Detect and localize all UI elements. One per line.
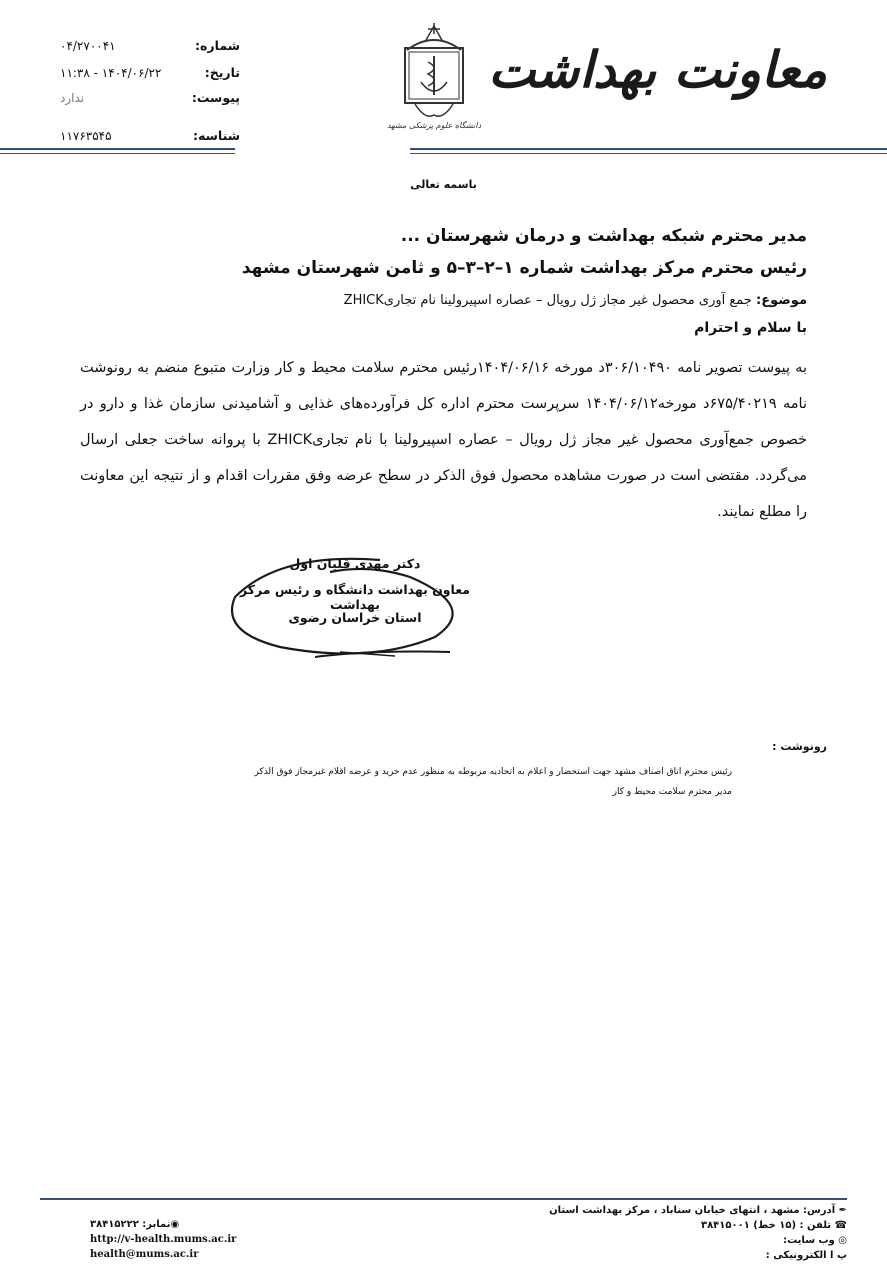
header-rule-thick <box>0 148 887 150</box>
fax-icon: ◉ <box>170 1219 180 1230</box>
date-label: تاریخ: <box>204 65 240 80</box>
subject-label: موضوع: <box>756 293 807 308</box>
signatory-title: معاون بهداشت دانشگاه و رئیس مرکز بهداشت <box>239 582 471 612</box>
recipient-2: رئیس محترم مرکز بهداشت شماره ۱–۲–۳–۵ و ثامن شهرستان مشهد <box>241 258 807 278</box>
copy-item: رئیس محترم اتاق اصناف مشهد جهت استحضار و اعلام به اتحادیه مربوطه به منظور عدم خرید و عرضه اقلام غیرمجاز فوق الذکر <box>254 767 732 777</box>
letter-body: به پیوست تصویر نامه ۳۰۶/۱۰۴۹۰د مورخه ۱۴۰۴/۰۶/۱۶رئیس محترم سلامت محیط و کار وزارت متبوع منضم به رونوشت نامه ۶۷۵/۴۰۲۱۹د مورخه۱۴۰۴/۰۶/۱۲ سرپرست محترم اداره کل فرآورده‌های غذایی و آشامیدنی سازمان غذا و دارو در خصوص جمع‌آوری محصول غیر مجاز ژل رویال – عصاره اسپیرولینا با نام تجاریZHICK با پروانه ساخت جعلی ارسال می‌گردد. مقتضی است در صورت مشاهده محصول فوق الذکر در سطح عرضه وفق مقررات اقدام و از نتیجه این معاونت را مطلع نمایند. <box>80 360 808 520</box>
id-row <box>60 128 240 143</box>
header-rule-gap <box>235 146 410 156</box>
logo-caption: دانشگاه علوم پزشکی مشهد <box>386 121 482 130</box>
recipient-1: مدیر محترم شبکه بهداشت و درمان شهرستان ... <box>400 226 807 246</box>
attachment-label: پیوست: <box>191 90 240 105</box>
globe-icon: ◎ <box>838 1235 847 1246</box>
website-link[interactable]: http://v-health.mums.ac.ir <box>90 1234 237 1245</box>
footer-rule <box>40 1198 847 1200</box>
attachment-row <box>60 90 240 105</box>
greeting: با سلام و احترام <box>694 320 807 336</box>
letter-meta <box>60 30 240 150</box>
copy-item: مدیر محترم سلامت محیط و کار <box>612 787 732 797</box>
id-label: شناسه: <box>193 128 240 143</box>
header-rule-thin <box>0 153 887 154</box>
phone-icon: ☎ <box>834 1220 847 1231</box>
email-link[interactable]: health@mums.ac.ir <box>90 1249 199 1260</box>
subject-text: جمع آوری محصول غیر مجاز ژل رویال – عصاره اسپیرولینا نام تجاریZHICK <box>343 293 752 308</box>
id-value: ۱۱۷۶۳۵۴۵ <box>60 128 112 143</box>
subject-line <box>80 293 807 308</box>
footer-contact <box>537 1203 847 1263</box>
signatory-name: دکتر مهدی قلیان اول <box>289 556 421 571</box>
address-line <box>537 1203 847 1218</box>
fax-text: نمابر: ۳۸۴۱۵۲۲۲ <box>90 1219 171 1230</box>
brand-title: معاونت بهداشت <box>488 40 827 99</box>
number-row <box>60 38 240 53</box>
pen-icon: ✒ <box>838 1205 847 1216</box>
website-line <box>537 1233 847 1248</box>
signatory-province: استان خراسان رضوی <box>288 610 422 625</box>
email-line <box>537 1248 847 1263</box>
copies-title: رونوشت : <box>772 740 827 753</box>
number-value: ۰۴/۲۷۰۰۴۱ <box>60 38 116 53</box>
phone-text: تلفن : (۱۵ خط) ۳۸۴۱۵۰۰۱ <box>700 1220 832 1231</box>
email-label: پ ا الکترونیکی : <box>765 1250 847 1261</box>
signature-block <box>220 552 510 667</box>
basmala: باسمه تعالی <box>410 178 477 191</box>
phone-line <box>537 1218 847 1233</box>
website-label: وب سایت: <box>783 1235 835 1246</box>
copies-list <box>132 762 732 802</box>
fax-line <box>90 1217 250 1232</box>
university-logo <box>386 20 482 135</box>
attachment-value: ندارد <box>60 90 85 105</box>
address-text: آدرس: مشهد ، انتهای خیابان سناباد ، مرکز بهداشت استان <box>549 1205 836 1216</box>
footer-online <box>90 1217 250 1262</box>
number-label: شماره: <box>195 38 240 53</box>
date-value: ۱۴۰۴/۰۶/۲۲ - ۱۱:۳۸ <box>60 65 162 80</box>
date-row <box>60 65 240 80</box>
